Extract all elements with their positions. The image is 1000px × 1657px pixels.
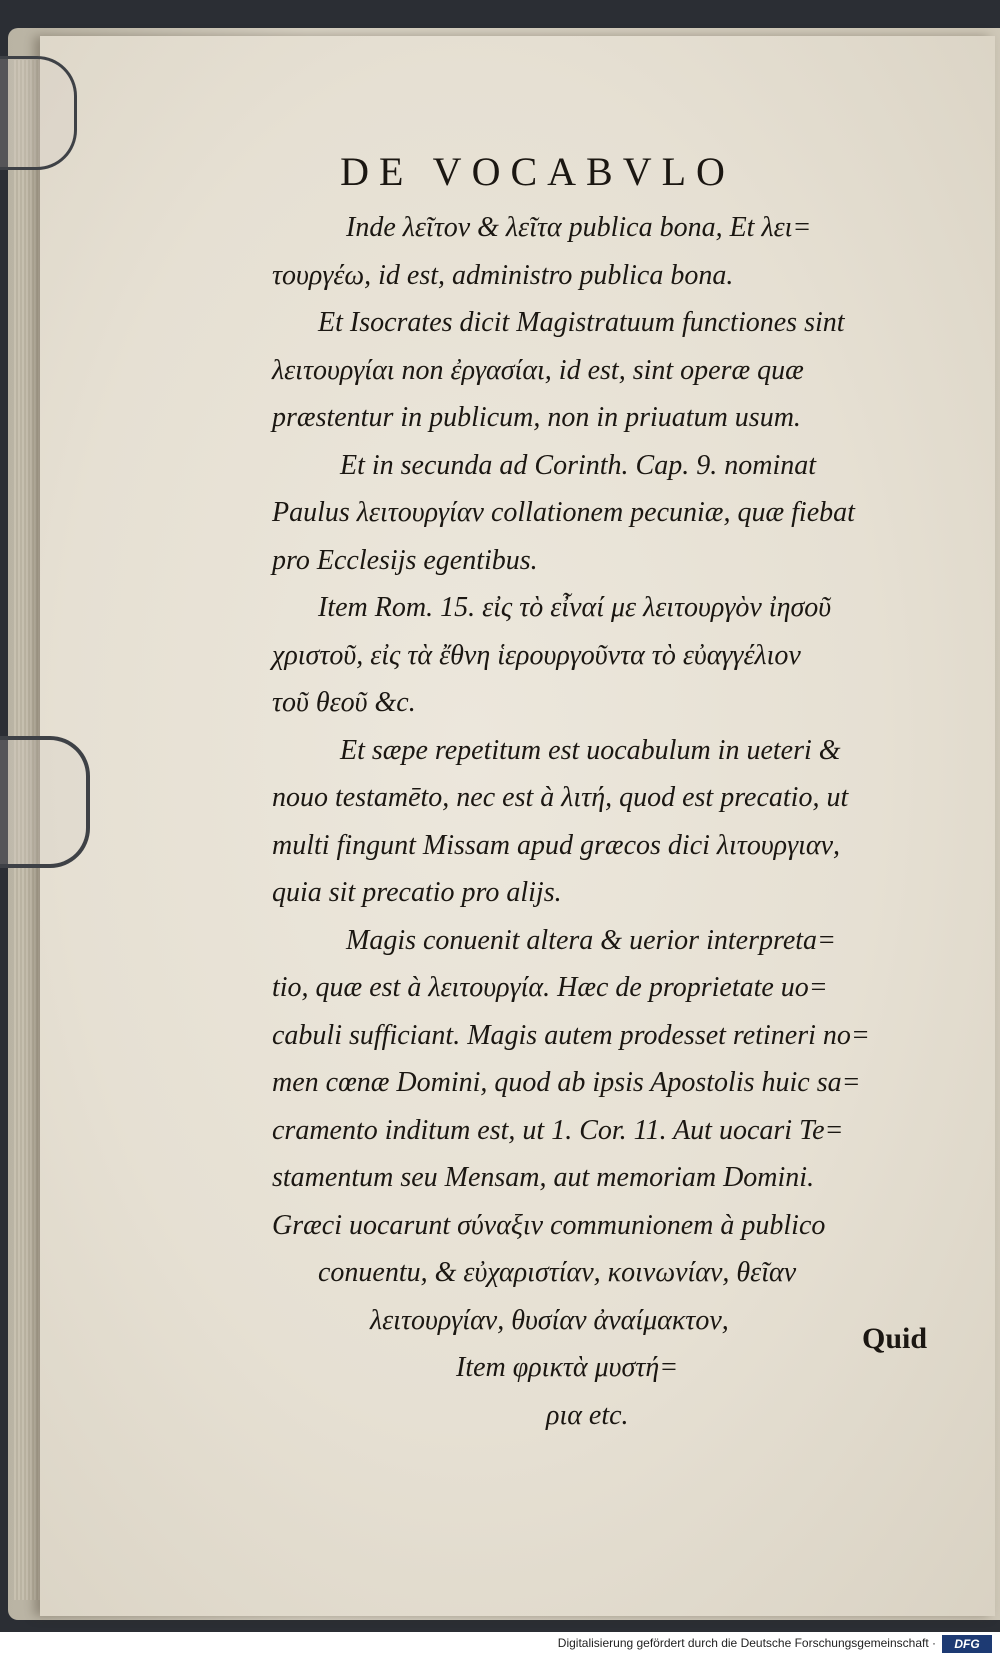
text-line: τουργέω, id est, administro publica bona. [272,259,734,291]
text-line: nouo testamēto, nec est à λιτή, quod est precatio, ut [272,782,849,813]
text-line: Et sæpe repetitum est uocabulum in ueteri & [340,734,841,766]
text-line: Græci uocarunt σύναξιν communionem à publico [272,1209,826,1241]
text-line: Paulus λειτουργίαν collationem pecuniæ, quæ fiebat [272,497,855,528]
text-line: Inde λεῖτον & λεῖτα publica bona, Et λει= [346,212,812,243]
text-line: χριστοῦ, εἰς τὰ ἔθνη ἱερουργοῦντα τὸ εὐαγγέλιον [272,639,801,671]
text-line: pro Ecclesijs egentibus. [272,544,538,576]
text-line: præstentur in publicum, non in priuatum usum. [272,402,801,433]
text-line: conuentu, & εὐχαριστίαν, κοινωνίαν, θεῖαν [318,1257,797,1288]
book-page [40,36,995,1616]
text-line: men cœnæ Domini, quod ab ipsis Apostolis huic sa= [272,1067,861,1098]
text-line: quia sit precatio pro alijs. [272,877,562,908]
catchword: Quid [862,1322,928,1355]
text-line: λειτουργίαι non ἐργασίαι, id est, sint operæ quæ [272,354,804,386]
text-line: Item Rom. 15. εἰς τὸ εἶναί με λειτουργὸν ἰησοῦ [318,592,832,623]
running-head: DE VOCABVLO [340,149,735,194]
body-text [272,204,948,1439]
text-line: stamentum seu Mensam, aut memoriam Domini. [272,1162,815,1193]
dfg-logo: DFG [942,1635,992,1653]
text-line: cabuli sufficiant. Magis autem prodesset retineri no= [272,1019,870,1051]
text-line: multi fingunt Missam apud græcos dici λιτουργιαν, [272,829,841,861]
text-line: Et in secunda ad Corinth. Cap. 9. nominat [340,449,816,481]
text-line: tio, quæ est à λειτουργία. Hæc de proprietate uo= [272,972,828,1003]
text-line: Item φρικτὰ μυστή= [456,1352,679,1383]
page-clip-middle [0,736,90,868]
text-line: Magis conuenit altera & uerior interpreta= [346,924,836,956]
page-clip-top [0,56,77,170]
footer-bar [0,1632,1000,1657]
funding-credit: Digitalisierung gefördert durch die Deutsche Forschungsgemeinschaft · [557,1636,936,1650]
text-line: cramento inditum est, ut 1. Cor. 11. Aut uocari Te= [272,1114,844,1146]
text-line: λειτουργίαν, θυσίαν ἀναίμακτον, [370,1304,729,1336]
text-line: τοῦ θεοῦ &c. [272,687,416,718]
text-line: Et Isocrates dicit Magistratuum functiones sint [318,307,845,338]
text-line: ρια etc. [546,1399,629,1431]
